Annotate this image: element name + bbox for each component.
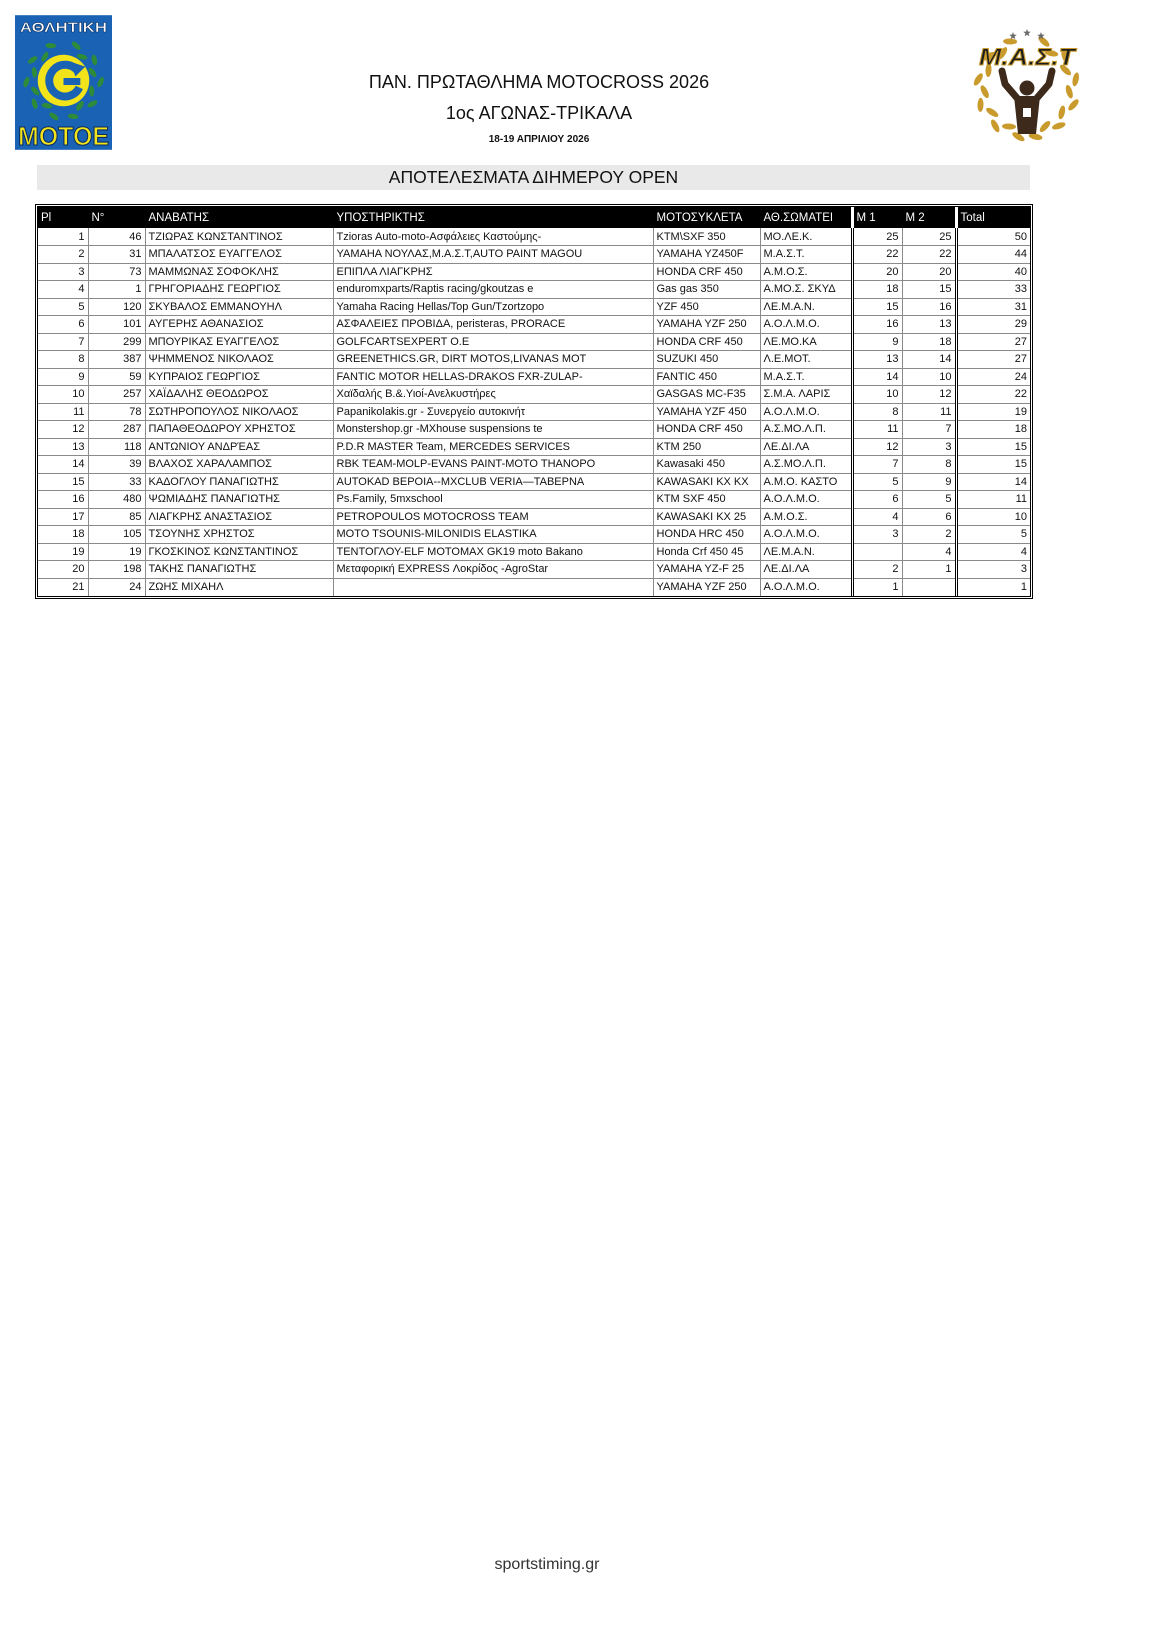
cell-position: 20 bbox=[38, 561, 88, 579]
column-header-club: ΑΘ.ΣΩΜΑΤΕΙ bbox=[760, 207, 852, 228]
cell-sponsor: Μεταφορική EXPRESS Λοκρίδος -AgroStar bbox=[333, 561, 653, 579]
column-header-rider: ΑΝΑΒΑΤΗΣ bbox=[145, 207, 333, 228]
cell-sponsor: GOLFCARTSEXPERT O.E bbox=[333, 333, 653, 351]
table-row bbox=[38, 263, 1030, 281]
table-row bbox=[38, 368, 1030, 386]
cell-rider-number: 1 bbox=[88, 281, 145, 299]
cell-position: 21 bbox=[38, 578, 88, 596]
cell-moto2-points: 3 bbox=[902, 438, 956, 456]
table-row bbox=[38, 473, 1030, 491]
cell-position: 15 bbox=[38, 473, 88, 491]
cell-sponsor: Monstershop.gr -MXhouse suspensions te bbox=[333, 421, 653, 439]
cell-moto2-points: 12 bbox=[902, 386, 956, 404]
cell-sponsor: P.D.R MASTER Team, MERCEDES SERVICES bbox=[333, 438, 653, 456]
star-icon bbox=[1009, 32, 1017, 39]
cell-position: 9 bbox=[38, 368, 88, 386]
cell-rider-name: ΤΑΚΗΣ ΠΑΝΑΓΙΩΤΗΣ bbox=[145, 561, 333, 579]
table-row bbox=[38, 298, 1030, 316]
mast-logo bbox=[968, 28, 1086, 142]
results-grid bbox=[38, 207, 1030, 596]
cell-total-points: 15 bbox=[956, 438, 1030, 456]
cell-moto1-points: 16 bbox=[852, 316, 902, 334]
cell-moto2-points: 16 bbox=[902, 298, 956, 316]
cell-position: 6 bbox=[38, 316, 88, 334]
cell-moto1-points: 15 bbox=[852, 298, 902, 316]
cell-club: Α.Μ.Ο.Σ. bbox=[760, 263, 852, 281]
table-row bbox=[38, 526, 1030, 544]
cell-club: ΛΕ.ΔΙ.ΛΑ bbox=[760, 561, 852, 579]
cell-rider-name: ΑΥΓΕΡΗΣ ΑΘΑΝΑΣΙΟΣ bbox=[145, 316, 333, 334]
cell-rider-name: ΛΙΑΓΚΡΗΣ ΑΝΑΣΤΑΣΙΟΣ bbox=[145, 508, 333, 526]
cell-moto1-points: 6 bbox=[852, 491, 902, 509]
cell-motorcycle: HONDA CRF 450 bbox=[653, 263, 760, 281]
cell-sponsor: Yamaha Racing Hellas/Top Gun/Tzortzopo bbox=[333, 298, 653, 316]
table-body bbox=[38, 228, 1030, 596]
cell-motorcycle: KTM 250 bbox=[653, 438, 760, 456]
cell-position: 16 bbox=[38, 491, 88, 509]
column-header-number: N° bbox=[88, 207, 145, 228]
cell-moto1-points: 12 bbox=[852, 438, 902, 456]
table-row bbox=[38, 421, 1030, 439]
cell-moto2-points: 2 bbox=[902, 526, 956, 544]
championship-title: ΠΑΝ. ΠΡΩΤΑΘΛΗΜΑ MOTOCROSS 2026 bbox=[368, 72, 710, 92]
cell-position: 4 bbox=[38, 281, 88, 299]
cell-total-points: 24 bbox=[956, 368, 1030, 386]
cell-club: Μ.Α.Σ.Τ. bbox=[760, 246, 852, 264]
cell-motorcycle: KTM SXF 450 bbox=[653, 491, 760, 509]
cell-rider-number: 39 bbox=[88, 456, 145, 474]
document-header bbox=[39, 0, 1039, 160]
cell-rider-number: 46 bbox=[88, 228, 145, 246]
cell-moto2-points: 6 bbox=[902, 508, 956, 526]
laurel-leaf-icon bbox=[985, 106, 1000, 119]
cell-rider-number: 299 bbox=[88, 333, 145, 351]
cell-rider-number: 24 bbox=[88, 578, 145, 596]
cell-rider-number: 118 bbox=[88, 438, 145, 456]
cell-total-points: 44 bbox=[956, 246, 1030, 264]
cell-sponsor: YAMAHA ΝΟΥΛΑΣ,Μ.Α.Σ.Τ,AUTO PAINT MAGOU bbox=[333, 246, 653, 264]
column-header-moto1: M 1 bbox=[852, 207, 902, 228]
cell-motorcycle: YAMAHA YZF 250 bbox=[653, 316, 760, 334]
cell-club: Α.Μ.Ο. ΚΑΣΤΟ bbox=[760, 473, 852, 491]
cell-moto1-points bbox=[852, 543, 902, 561]
cell-moto2-points: 1 bbox=[902, 561, 956, 579]
cell-sponsor: MOTO TSOUNIS-MILONIDIS ELASTIKA bbox=[333, 526, 653, 544]
cell-rider-name: ΓΡΗΓΟΡΙΑΔΗΣ ΓΕΩΡΓΙΟΣ bbox=[145, 281, 333, 299]
laurel-leaf-icon bbox=[972, 72, 985, 87]
cell-rider-number: 387 bbox=[88, 351, 145, 369]
cell-moto1-points: 11 bbox=[852, 421, 902, 439]
figure-chest-emblem bbox=[1023, 108, 1031, 117]
cell-position: 5 bbox=[38, 298, 88, 316]
cell-club: Α.Μ.Ο.Σ. bbox=[760, 508, 852, 526]
table-row bbox=[38, 438, 1030, 456]
cell-rider-number: 31 bbox=[88, 246, 145, 264]
cell-moto2-points: 13 bbox=[902, 316, 956, 334]
cell-moto2-points: 15 bbox=[902, 281, 956, 299]
column-header-motorcycle: ΜΟΤΟΣΥΚΛΕΤΑ bbox=[653, 207, 760, 228]
cell-position: 12 bbox=[38, 421, 88, 439]
cell-moto2-points: 10 bbox=[902, 368, 956, 386]
cell-position: 19 bbox=[38, 543, 88, 561]
star-icon bbox=[1023, 29, 1031, 36]
cell-rider-number: 120 bbox=[88, 298, 145, 316]
cell-rider-number: 19 bbox=[88, 543, 145, 561]
cell-rider-number: 101 bbox=[88, 316, 145, 334]
cell-position: 7 bbox=[38, 333, 88, 351]
table-row bbox=[38, 456, 1030, 474]
cell-moto1-points: 18 bbox=[852, 281, 902, 299]
cell-rider-name: ΠΑΠΑΘΕΟΔΩΡΟΥ ΧΡΗΣΤΟΣ bbox=[145, 421, 333, 439]
cell-sponsor: Papanikolakis.gr - Συνεργείο αυτοκινήτ bbox=[333, 403, 653, 421]
cell-moto2-points: 22 bbox=[902, 246, 956, 264]
cell-rider-name: ΑΝΤΩΝΙΟΥ ΑΝΔΡΈΑΣ bbox=[145, 438, 333, 456]
cell-position: 1 bbox=[38, 228, 88, 246]
cell-club: ΛΕ.ΔΙ.ΛΑ bbox=[760, 438, 852, 456]
cell-motorcycle: YAMAHA YZF 450 bbox=[653, 403, 760, 421]
laurel-leaf-icon bbox=[1071, 72, 1080, 87]
cell-motorcycle: YZF 450 bbox=[653, 298, 760, 316]
cell-rider-number: 33 bbox=[88, 473, 145, 491]
cell-total-points: 5 bbox=[956, 526, 1030, 544]
table-row bbox=[38, 403, 1030, 421]
cell-total-points: 14 bbox=[956, 473, 1030, 491]
cell-moto1-points: 10 bbox=[852, 386, 902, 404]
table-row bbox=[38, 543, 1030, 561]
cell-motorcycle: HONDA HRC 450 bbox=[653, 526, 760, 544]
cell-club: Α.Ο.Λ.Μ.Ο. bbox=[760, 526, 852, 544]
cell-moto2-points: 5 bbox=[902, 491, 956, 509]
cell-moto2-points: 8 bbox=[902, 456, 956, 474]
cell-rider-number: 78 bbox=[88, 403, 145, 421]
cell-club: ΛΕ.Μ.Α.Ν. bbox=[760, 543, 852, 561]
table-row bbox=[38, 578, 1030, 596]
cell-rider-name: ΜΠΟΥΡΙΚΑΣ ΕΥΑΓΓΕΛΟΣ bbox=[145, 333, 333, 351]
cell-position: 11 bbox=[38, 403, 88, 421]
cell-total-points: 29 bbox=[956, 316, 1030, 334]
cell-motorcycle: HONDA CRF 450 bbox=[653, 421, 760, 439]
cell-motorcycle: KAWASAKI KX KX bbox=[653, 473, 760, 491]
cell-moto2-points: 25 bbox=[902, 228, 956, 246]
cell-rider-number: 287 bbox=[88, 421, 145, 439]
cell-moto1-points: 8 bbox=[852, 403, 902, 421]
cell-moto1-points: 7 bbox=[852, 456, 902, 474]
cell-moto2-points: 14 bbox=[902, 351, 956, 369]
event-name: 1ος ΑΓΩΝΑΣ-ΤΡΙΚΑΛΑ bbox=[445, 103, 633, 123]
cell-sponsor: Χαϊδαλής Β.&.Υιοί-Ανελκυστήρες bbox=[333, 386, 653, 404]
cell-position: 17 bbox=[38, 508, 88, 526]
cell-moto1-points: 2 bbox=[852, 561, 902, 579]
column-header-moto2: M 2 bbox=[902, 207, 956, 228]
cell-total-points: 15 bbox=[956, 456, 1030, 474]
cell-sponsor: ΑΣΦΑΛΕΙΕΣ ΠΡΟΒΙΔΑ, peristeras, PRORACE bbox=[333, 316, 653, 334]
cell-moto1-points: 4 bbox=[852, 508, 902, 526]
cell-total-points: 22 bbox=[956, 386, 1030, 404]
cell-sponsor: ΕΠΙΠΛΑ ΛΙΑΓΚΡΗΣ bbox=[333, 263, 653, 281]
column-header-position: Pl bbox=[38, 207, 88, 228]
cell-club: Α.Ο.Λ.Μ.Ο. bbox=[760, 578, 852, 596]
figure-left-arm bbox=[1002, 71, 1017, 98]
cell-total-points: 4 bbox=[956, 543, 1030, 561]
cell-sponsor: Tzioras Auto-moto-Ασφάλειες Καστούμης- bbox=[333, 228, 653, 246]
laurel-leaf-icon bbox=[1057, 105, 1066, 120]
cell-motorcycle: GASGAS MC-F35 bbox=[653, 386, 760, 404]
logo-bottom-text: ΜΟΤΟΕ bbox=[17, 122, 110, 150]
figure-right-arm bbox=[1037, 71, 1052, 98]
cell-moto2-points: 4 bbox=[902, 543, 956, 561]
cell-sponsor: ΤΕΝΤΟΓΛΟΥ-ELF MOTOMAX GK19 moto Bakano bbox=[333, 543, 653, 561]
cell-club: Λ.Ε.ΜΟΤ. bbox=[760, 351, 852, 369]
figure-head bbox=[1020, 81, 1035, 96]
cell-total-points: 18 bbox=[956, 421, 1030, 439]
cell-rider-name: ΤΖΙΩΡΑΣ ΚΩΝΣΤΑΝΤΊΝΟΣ bbox=[145, 228, 333, 246]
cell-rider-number: 85 bbox=[88, 508, 145, 526]
table-row bbox=[38, 246, 1030, 264]
table-row bbox=[38, 351, 1030, 369]
cell-position: 18 bbox=[38, 526, 88, 544]
cell-sponsor: RBK TEAM-MOLP-EVANS PAINT-MOTO THANOPO bbox=[333, 456, 653, 474]
event-dates: 18-19 ΑΠΡΙΛΙΟΥ 2026 bbox=[488, 134, 590, 145]
cell-motorcycle: YAMAHA YZ450F bbox=[653, 246, 760, 264]
cell-sponsor: PETROPOULOS MOTOCROSS TEAM bbox=[333, 508, 653, 526]
cell-total-points: 19 bbox=[956, 403, 1030, 421]
cell-moto2-points: 20 bbox=[902, 263, 956, 281]
cell-motorcycle: YAMAHA YZ-F 25 bbox=[653, 561, 760, 579]
laurel-leaf-icon bbox=[1002, 123, 1016, 130]
cell-total-points: 27 bbox=[956, 351, 1030, 369]
table-row bbox=[38, 386, 1030, 404]
cell-rider-name: ΓΚΟΣΚΙΝΟΣ ΚΩΝΣΤΑΝΤΙΝΟΣ bbox=[145, 543, 333, 561]
cell-rider-number: 73 bbox=[88, 263, 145, 281]
cell-moto2-points: 18 bbox=[902, 333, 956, 351]
laurel-leaf-icon bbox=[1064, 84, 1074, 99]
cell-club: Α.Ο.Λ.Μ.Ο. bbox=[760, 403, 852, 421]
cell-club: Μ.Α.Σ.Τ. bbox=[760, 368, 852, 386]
cell-moto1-points: 20 bbox=[852, 263, 902, 281]
column-header-sponsor: ΥΠΟΣΤΗΡΙΚΤΗΣ bbox=[333, 207, 653, 228]
cell-rider-name: ΧΑΪΔΑΛΗΣ ΘΕΟΔΩΡΟΣ bbox=[145, 386, 333, 404]
cell-sponsor bbox=[333, 578, 653, 596]
laurel-leaf-icon bbox=[1051, 121, 1066, 131]
table-row bbox=[38, 491, 1030, 509]
cell-rider-name: ΖΩΗΣ ΜΙΧΑΗΛ bbox=[145, 578, 333, 596]
cell-total-points: 10 bbox=[956, 508, 1030, 526]
cell-motorcycle: FANTIC 450 bbox=[653, 368, 760, 386]
cell-motorcycle: SUZUKI 450 bbox=[653, 351, 760, 369]
cell-rider-number: 480 bbox=[88, 491, 145, 509]
cell-club: ΛΕ.Μ.Α.Ν. bbox=[760, 298, 852, 316]
cell-total-points: 11 bbox=[956, 491, 1030, 509]
cell-rider-name: ΤΣΟΥΝΗΣ ΧΡΗΣΤΟΣ bbox=[145, 526, 333, 544]
laurel-leaf-icon bbox=[989, 118, 1001, 133]
cell-total-points: 40 bbox=[956, 263, 1030, 281]
mast-logo-text: Μ.Α.Σ.Τ bbox=[979, 44, 1078, 71]
cell-moto2-points: 11 bbox=[902, 403, 956, 421]
column-header-total: Total bbox=[956, 207, 1030, 228]
cell-rider-name: ΣΚΥΒΑΛΟΣ ΕΜΜΑΝΟΥΗΛ bbox=[145, 298, 333, 316]
cell-sponsor: FANTIC MOTOR HELLAS-DRAKOS FXR-ZULAP- bbox=[333, 368, 653, 386]
cell-club: Α.ΜΟ.Σ. ΣΚΥΔ bbox=[760, 281, 852, 299]
table-row bbox=[38, 508, 1030, 526]
cell-motorcycle: Kawasaki 450 bbox=[653, 456, 760, 474]
cell-moto1-points: 13 bbox=[852, 351, 902, 369]
cell-motorcycle: Gas gas 350 bbox=[653, 281, 760, 299]
cell-motorcycle: KTM\SXF 350 bbox=[653, 228, 760, 246]
cell-motorcycle: HONDA CRF 450 bbox=[653, 333, 760, 351]
cell-rider-name: ΚΑΔΟΓΛΟΥ ΠΑΝΑΓΙΩΤΗΣ bbox=[145, 473, 333, 491]
cell-rider-name: ΣΩΤΗΡΟΠΟΥΛΟΣ ΝΙΚΟΛΑΟΣ bbox=[145, 403, 333, 421]
cell-moto1-points: 3 bbox=[852, 526, 902, 544]
cell-rider-name: ΜΠΑΛΑΤΣΟΣ ΕΥΑΓΓΕΛΟΣ bbox=[145, 246, 333, 264]
cell-moto1-points: 22 bbox=[852, 246, 902, 264]
table-header bbox=[38, 207, 1030, 228]
cell-total-points: 3 bbox=[956, 561, 1030, 579]
cell-moto2-points: 9 bbox=[902, 473, 956, 491]
section-title: ΑΠΟΤΕΛΕΣΜΑΤΑ ΔΙΗΜΕΡΟΥ OPEN bbox=[37, 165, 1030, 190]
cell-moto2-points: 7 bbox=[902, 421, 956, 439]
cell-club: Α.Σ.ΜΟ.Λ.Π. bbox=[760, 421, 852, 439]
cell-total-points: 33 bbox=[956, 281, 1030, 299]
results-table bbox=[35, 204, 1033, 599]
cell-moto2-points bbox=[902, 578, 956, 596]
cell-moto1-points: 9 bbox=[852, 333, 902, 351]
cell-club: ΜΟ.ΛΕ.Κ. bbox=[760, 228, 852, 246]
cell-rider-name: ΜΑΜΜΩΝΑΣ ΣΟΦΟΚΛΗΣ bbox=[145, 263, 333, 281]
cell-motorcycle: YAMAHA YZF 250 bbox=[653, 578, 760, 596]
cell-club: Α.Ο.Λ.Μ.Ο. bbox=[760, 491, 852, 509]
table-row bbox=[38, 561, 1030, 579]
table-row bbox=[38, 333, 1030, 351]
cell-rider-number: 198 bbox=[88, 561, 145, 579]
logo-top-text: ΑΘΛΗΤΙΚΗ bbox=[19, 19, 108, 36]
cell-club: ΛΕ.ΜΟ.ΚΑ bbox=[760, 333, 852, 351]
cell-moto1-points: 14 bbox=[852, 368, 902, 386]
cell-total-points: 31 bbox=[956, 298, 1030, 316]
cell-sponsor: GREENETHICS.GR, DIRT MOTOS,LIVANAS MOT bbox=[333, 351, 653, 369]
cell-rider-name: ΒΛΑΧΟΣ ΧΑΡΑΛΑΜΠΟΣ bbox=[145, 456, 333, 474]
cell-rider-number: 59 bbox=[88, 368, 145, 386]
cell-rider-name: ΚΥΠΡΑΙΟΣ ΓΕΩΡΓΙΟΣ bbox=[145, 368, 333, 386]
laurel-leaf-icon bbox=[977, 98, 983, 112]
laurel-leaf-icon bbox=[979, 84, 991, 99]
cell-rider-name: ΨΗΜΜΕΝΟΣ ΝΙΚΟΛΑΟΣ bbox=[145, 351, 333, 369]
cell-club: Α.Σ.ΜΟ.Λ.Π. bbox=[760, 456, 852, 474]
table-header-row bbox=[38, 207, 1030, 228]
footer-source: sportstiming.gr bbox=[494, 1556, 600, 1573]
cell-position: 10 bbox=[38, 386, 88, 404]
table-row bbox=[38, 228, 1030, 246]
cell-total-points: 50 bbox=[956, 228, 1030, 246]
cell-moto1-points: 25 bbox=[852, 228, 902, 246]
cell-rider-number: 105 bbox=[88, 526, 145, 544]
cell-position: 14 bbox=[38, 456, 88, 474]
cell-rider-name: ΨΩΜΙΑΔΗΣ ΠΑΝΑΓΙΩΤΗΣ bbox=[145, 491, 333, 509]
cell-moto1-points: 5 bbox=[852, 473, 902, 491]
cell-position: 8 bbox=[38, 351, 88, 369]
stars-group bbox=[1009, 29, 1045, 39]
cell-rider-number: 257 bbox=[88, 386, 145, 404]
cell-club: Σ.Μ.Α. ΛΑΡΙΣ bbox=[760, 386, 852, 404]
table-row bbox=[38, 316, 1030, 334]
cell-moto1-points: 1 bbox=[852, 578, 902, 596]
table-row bbox=[38, 281, 1030, 299]
cell-position: 3 bbox=[38, 263, 88, 281]
cell-sponsor: Ps.Family, 5mxschool bbox=[333, 491, 653, 509]
cell-sponsor: AUTOKAD ΒΕΡΟΙΑ--MXCLUB VERIA—ΤΑΒΕΡΝΑ bbox=[333, 473, 653, 491]
mast-logo-graphic bbox=[968, 28, 1086, 142]
cell-sponsor: enduromxparts/Raptis racing/gkoutzas e bbox=[333, 281, 653, 299]
cell-position: 2 bbox=[38, 246, 88, 264]
laurel-leaf-icon bbox=[1067, 98, 1081, 112]
cell-total-points: 27 bbox=[956, 333, 1030, 351]
cell-total-points: 1 bbox=[1020, 581, 1027, 593]
cell-motorcycle: Honda Crf 450 45 bbox=[653, 543, 760, 561]
cell-club: Α.Ο.Λ.Μ.Ο. bbox=[760, 316, 852, 334]
laurel-leaf-icon bbox=[1038, 119, 1052, 133]
cell-position: 13 bbox=[38, 438, 88, 456]
cell-motorcycle: KAWASAKI KX 25 bbox=[653, 508, 760, 526]
